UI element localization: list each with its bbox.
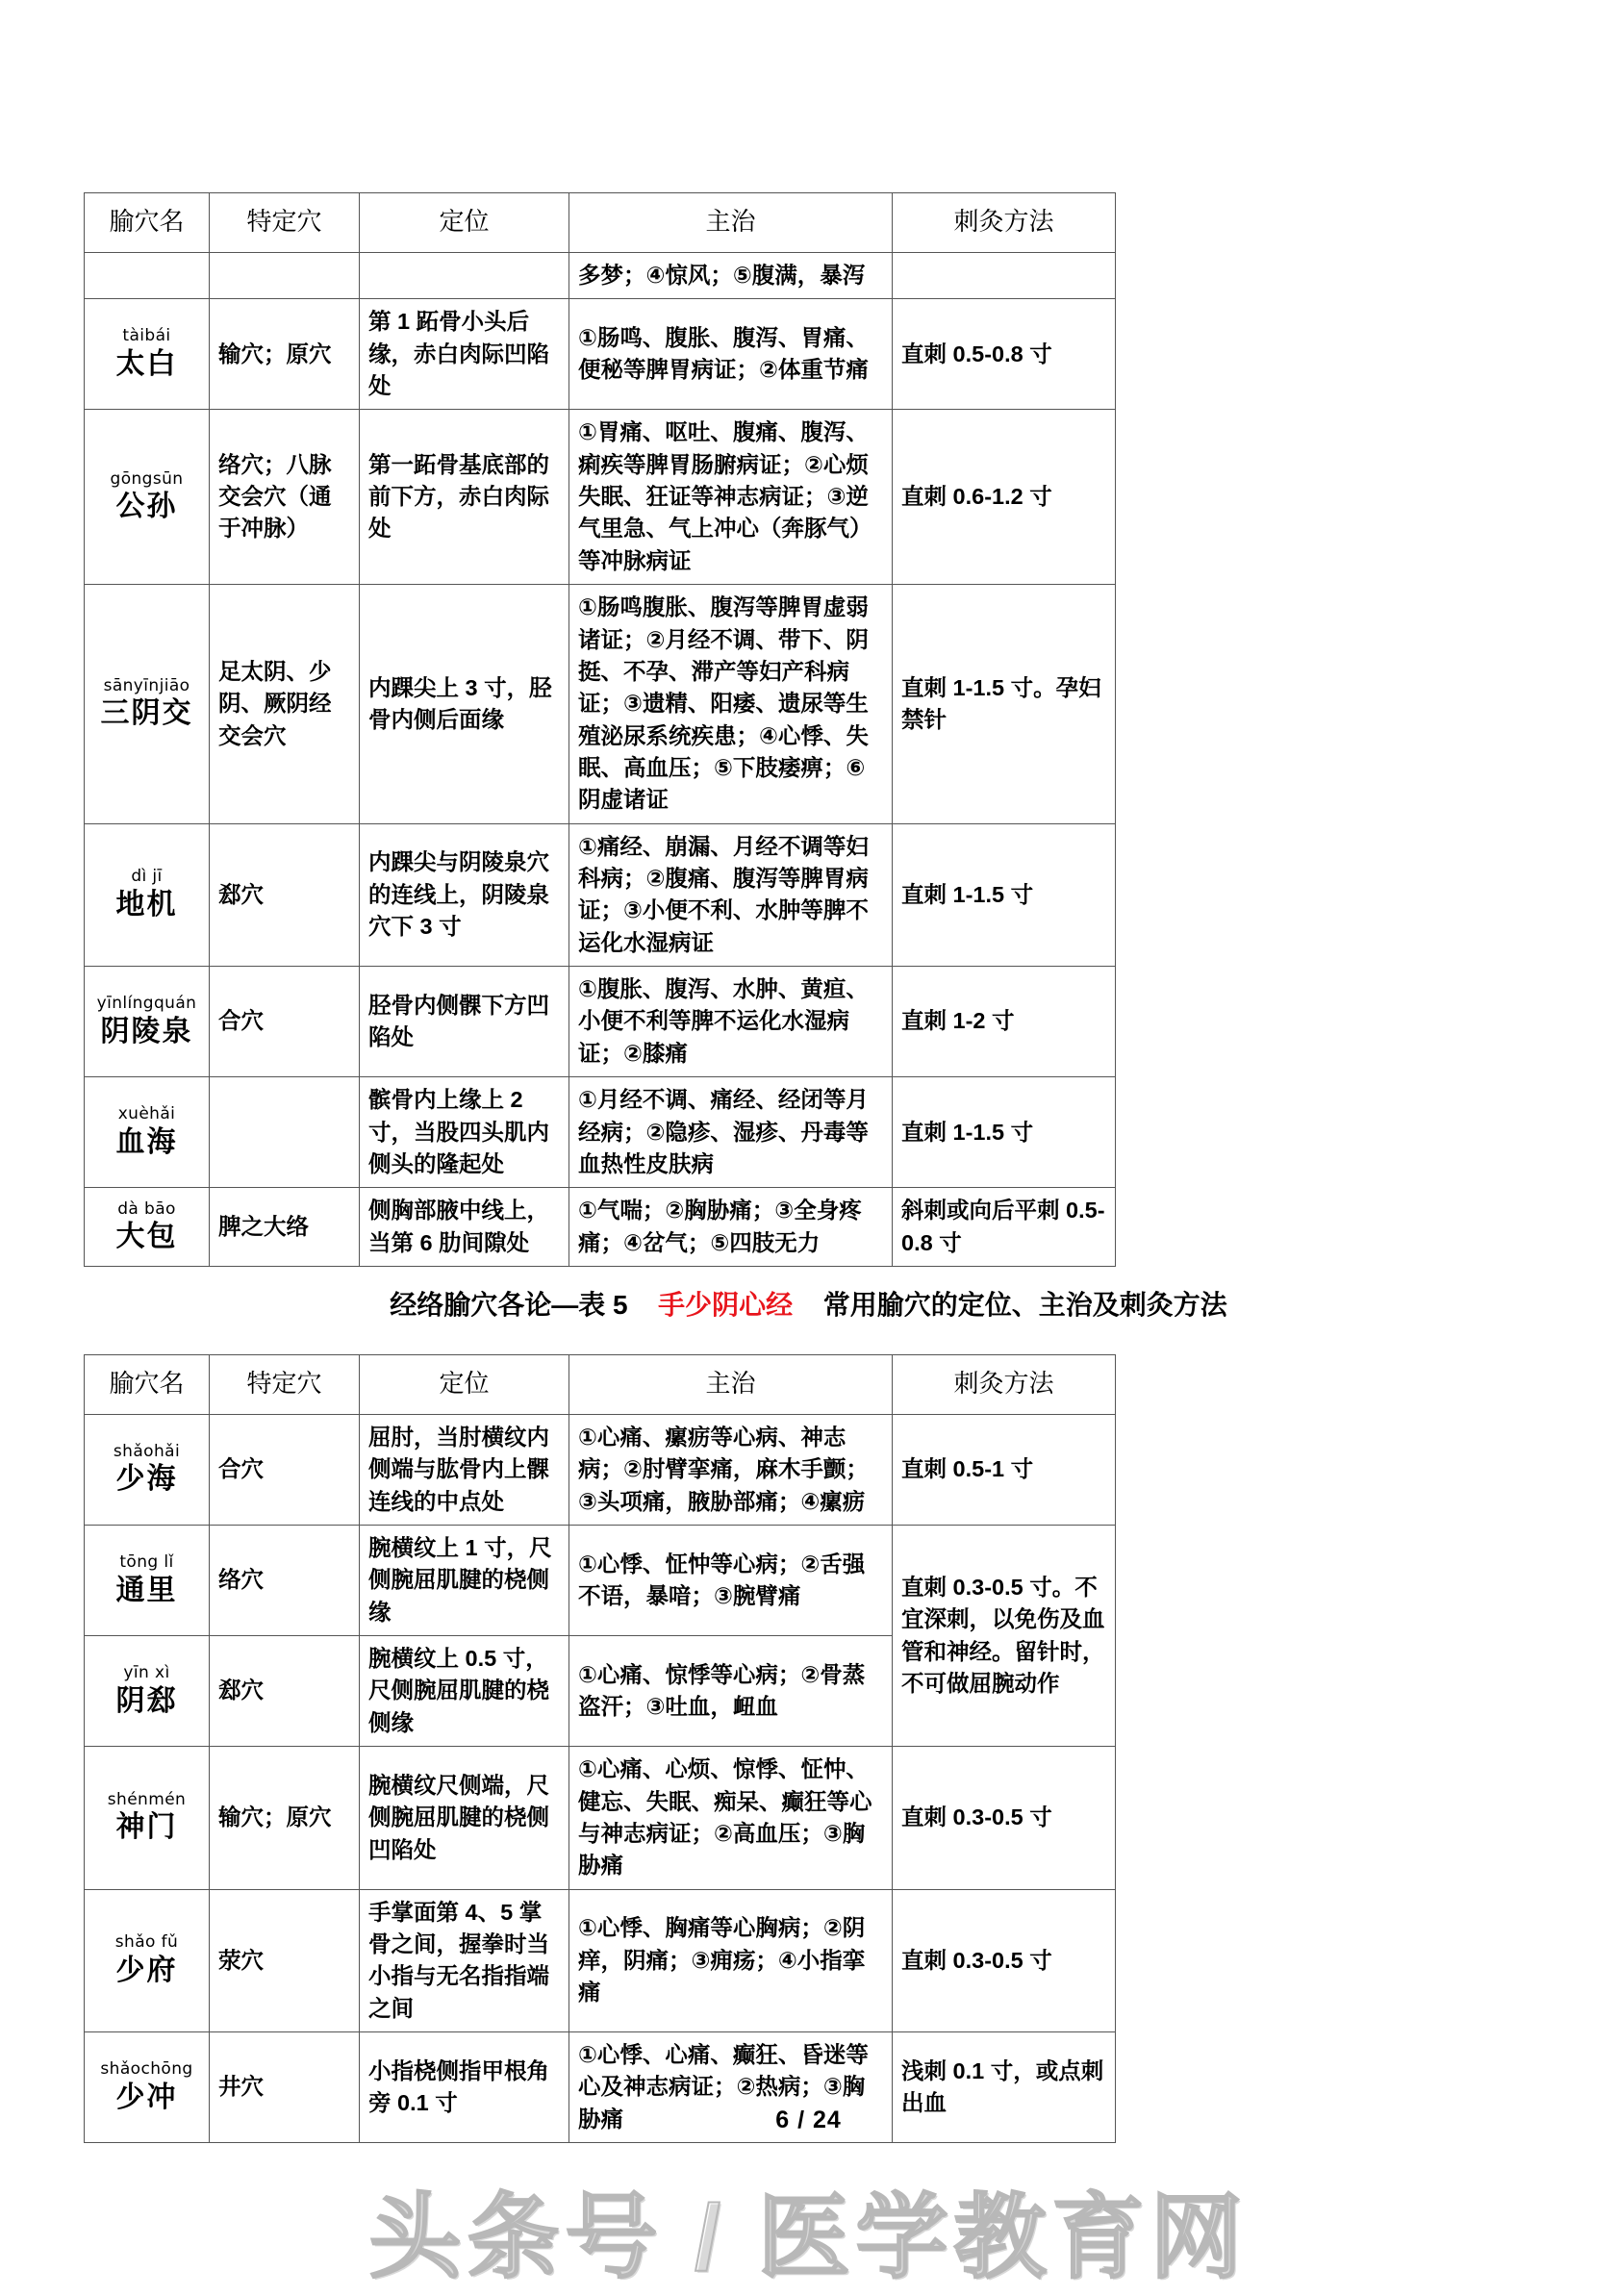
cell-location: 手掌面第 4、5 掌骨之间，握拳时当小指与无名指指端之间 <box>360 1889 569 2031</box>
pinyin-label: tàibái <box>122 326 171 346</box>
hanzi-label: 太白 <box>115 347 178 380</box>
cell-location: 屈肘，当肘横纹内侧端与肱骨内上髁连线的中点处 <box>360 1414 569 1525</box>
hanzi-label: 少府 <box>115 1954 178 1986</box>
hanzi-label: 通里 <box>115 1574 178 1606</box>
cell-indications: ①心痛、瘰疬等心病、神志病；②肘臂挛痛，麻木手颤；③头项痛，腋胁部痛；④瘰疬 <box>569 1414 893 1525</box>
cell-indications: ①痛经、崩漏、月经不调等妇科病；②腹痛、腹泻等脾胃病证；③小便不利、水肿等脾不运化水湿病证 <box>569 823 893 966</box>
pinyin-label: shǎo fǔ <box>114 1932 179 1953</box>
cell-indications: ①胃痛、呕吐、腹痛、腹泻、痢疾等脾胃肠腑病证；②心烦失眠、狂证等神志病证；③逆气里急、气上冲心（奔豚气）等冲脉病证 <box>569 410 893 585</box>
table-row <box>85 252 1116 298</box>
pinyin-label: xuèhǎi <box>117 1104 176 1124</box>
cell-point-name <box>85 299 210 410</box>
cell-location: 腕横纹上 1 寸，尺侧腕屈肌腱的桡侧缘 <box>360 1525 569 1635</box>
cell-point-name <box>85 967 210 1077</box>
hanzi-label: 神门 <box>115 1811 178 1844</box>
section-title-prefix: 经络腧穴各论—表 5 <box>390 1290 628 1320</box>
cell-method: 斜刺或向后平刺 0.5-0.8 寸 <box>893 1188 1116 1267</box>
table-row <box>85 967 1116 1077</box>
section-title-meridian: 手少阴心经 <box>658 1290 794 1320</box>
table-row <box>85 1747 1116 1889</box>
cell-location: 第一跖骨基底部的前下方，赤白肉际处 <box>360 410 569 585</box>
cell-indications: ①心悸、怔忡等心病；②舌强不语，暴喑；③腕臂痛 <box>569 1525 893 1635</box>
pinyin-label: sānyīnjiāo <box>103 675 190 695</box>
cell-indications: ①肠鸣腹胀、腹泻等脾胃虚弱诸证；②月经不调、带下、阴挺、不孕、滞产等妇产科病证；③遗精、阳痿、遗尿等生殖泌尿系统疾患；④心悸、失眠、高血压；⑤下肢痿痹；⑥阴虚诸证 <box>569 585 893 824</box>
page-number: 6 / 24 <box>775 2107 842 2133</box>
cell-indications: 多梦；④惊风；⑤腹满，暴泻 <box>569 252 893 298</box>
cell-specific-point <box>210 1077 360 1188</box>
section-title <box>0 1284 1617 1323</box>
cell-point-name <box>85 1414 210 1525</box>
pinyin-label: yīnlíngquán <box>96 994 197 1014</box>
cell-specific-point: 脾之大络 <box>210 1188 360 1267</box>
watermark: 头条号 / 医学教育网 <box>368 2186 1249 2289</box>
cell-location: 胫骨内侧髁下方凹陷处 <box>360 967 569 1077</box>
cell-location: 腕横纹上 0.5 寸，尺侧腕屈肌腱的桡侧缘 <box>360 1636 569 1747</box>
cell-location: 髌骨内上缘上 2 寸，当股四头肌内侧头的隆起处 <box>360 1077 569 1188</box>
spleen-meridian-table <box>84 192 1116 1267</box>
table-row <box>85 585 1116 824</box>
cell-indications: ①心痛、惊悸等心病；②骨蒸盗汗；③吐血，衄血 <box>569 1636 893 1747</box>
pinyin-label: shǎochōng <box>100 2059 193 2080</box>
cell-location <box>360 252 569 298</box>
cell-point-name <box>85 823 210 966</box>
pinyin-label: tōng lǐ <box>119 1552 174 1572</box>
cell-point-name <box>85 1636 210 1747</box>
column-header-name: 腧穴名 <box>85 1355 210 1415</box>
table-row <box>85 1077 1116 1188</box>
cell-indications: ①心痛、心烦、惊悸、怔忡、健忘、失眠、痴呆、癫狂等心与神志病证；②高血压；③胸胁痛 <box>569 1747 893 1889</box>
pinyin-label: shǎohǎi <box>113 1441 181 1461</box>
cell-specific-point: 合穴 <box>210 967 360 1077</box>
column-header-method: 刺灸方法 <box>893 193 1116 253</box>
table-row <box>85 1414 1116 1525</box>
cell-location: 腕横纹尺侧端，尺侧腕屈肌腱的桡侧凹陷处 <box>360 1747 569 1889</box>
cell-indications: ①月经不调、痛经、经闭等月经病；②隐疹、湿疹、丹毒等血热性皮肤病 <box>569 1077 893 1188</box>
pinyin-label: yīn xì <box>123 1663 170 1683</box>
cell-point-name <box>85 410 210 585</box>
column-header-specific: 特定穴 <box>210 193 360 253</box>
hanzi-label: 公孙 <box>115 491 178 523</box>
cell-point-name <box>85 1188 210 1267</box>
cell-method: 浅刺 0.1 寸，或点刺出血 <box>893 2032 1116 2143</box>
cell-method: 直刺 0.3-0.5 寸 <box>893 1889 1116 2031</box>
cell-point-name <box>85 1077 210 1188</box>
cell-location: 内踝尖与阴陵泉穴的连线上，阴陵泉穴下 3 寸 <box>360 823 569 966</box>
cell-specific-point: 络穴 <box>210 1525 360 1635</box>
cell-location: 内踝尖上 3 寸，胫骨内侧后面缘 <box>360 585 569 824</box>
table-row <box>85 410 1116 585</box>
cell-point-name <box>85 1889 210 2031</box>
cell-specific-point: 荥穴 <box>210 1889 360 2031</box>
pinyin-label: gōngsūn <box>110 468 184 489</box>
cell-specific-point: 输穴；原穴 <box>210 299 360 410</box>
column-header-location: 定位 <box>360 193 569 253</box>
column-header-method: 刺灸方法 <box>893 1355 1116 1415</box>
heart-meridian-table <box>84 1354 1116 2143</box>
pinyin-label: dì jī <box>131 867 163 887</box>
cell-method: 直刺 1-1.5 寸。孕妇禁针 <box>893 585 1116 824</box>
hanzi-label: 阴郄 <box>115 1684 178 1717</box>
column-header-location: 定位 <box>360 1355 569 1415</box>
cell-point-name <box>85 585 210 824</box>
cell-method: 直刺 1-2 寸 <box>893 967 1116 1077</box>
pinyin-label: dà bāo <box>117 1198 176 1219</box>
cell-method <box>893 252 1116 298</box>
table-row <box>85 1188 1116 1267</box>
cell-specific-point <box>210 252 360 298</box>
hanzi-label: 大包 <box>115 1221 178 1253</box>
cell-location: 小指桡侧指甲根角旁 0.1 寸 <box>360 2032 569 2143</box>
section-title-suffix: 常用腧穴的定位、主治及刺灸方法 <box>822 1290 1227 1320</box>
cell-point-name <box>85 1525 210 1635</box>
hanzi-label: 地机 <box>115 888 178 921</box>
hanzi-label: 少冲 <box>115 2081 178 2113</box>
hanzi-label: 阴陵泉 <box>100 1015 193 1047</box>
cell-specific-point: 井穴 <box>210 2032 360 2143</box>
cell-specific-point: 足太阴、少阴、厥阴经交会穴 <box>210 585 360 824</box>
column-header-specific: 特定穴 <box>210 1355 360 1415</box>
table-2-wrapper <box>84 1354 1116 2143</box>
column-header-indications: 主治 <box>569 193 893 253</box>
cell-method: 直刺 0.5-0.8 寸 <box>893 299 1116 410</box>
cell-specific-point: 郄穴 <box>210 1636 360 1747</box>
column-header-indications: 主治 <box>569 1355 893 1415</box>
table-header-row <box>85 193 1116 253</box>
table-row <box>85 1889 1116 2031</box>
cell-indications: ①心悸、心痛、癫狂、昏迷等心及神志病证；②热病；③胸胁痛 <box>569 2032 893 2143</box>
cell-point-name <box>85 1747 210 1889</box>
cell-indications: ①气喘；②胸胁痛；③全身疼痛；④岔气；⑤四肢无力 <box>569 1188 893 1267</box>
cell-point-name <box>85 252 210 298</box>
cell-method: 直刺 0.3-0.5 寸。不宜深刺，以免伤及血管和神经。留针时，不可做屈腕动作 <box>893 1525 1116 1746</box>
cell-indications: ①心悸、胸痛等心胸病；②阴痒，阴痛；③痈疡；④小指挛痛 <box>569 1889 893 2031</box>
cell-indications: ①肠鸣、腹胀、腹泻、胃痛、便秘等脾胃病证；②体重节痛 <box>569 299 893 410</box>
cell-location: 第 1 跖骨小头后缘，赤白肉际凹陷处 <box>360 299 569 410</box>
cell-method: 直刺 0.3-0.5 寸 <box>893 1747 1116 1889</box>
cell-method: 直刺 1-1.5 寸 <box>893 823 1116 966</box>
hanzi-label: 血海 <box>115 1125 178 1158</box>
cell-specific-point: 输穴；原穴 <box>210 1747 360 1889</box>
cell-indications: ①腹胀、腹泻、水肿、黄疸、小便不利等脾不运化水湿病证；②膝痛 <box>569 967 893 1077</box>
hanzi-label: 少海 <box>115 1463 178 1496</box>
table-row <box>85 823 1116 966</box>
cell-specific-point: 郄穴 <box>210 823 360 966</box>
cell-method: 直刺 0.6-1.2 寸 <box>893 410 1116 585</box>
pinyin-label: shénmén <box>107 1789 187 1809</box>
column-header-name: 腧穴名 <box>85 193 210 253</box>
cell-method: 直刺 0.5-1 寸 <box>893 1414 1116 1525</box>
table-header-row <box>85 1355 1116 1415</box>
cell-location: 侧胸部腋中线上，当第 6 肋间隙处 <box>360 1188 569 1267</box>
table-1-wrapper <box>84 192 1116 1267</box>
cell-specific-point: 络穴；八脉交会穴（通于冲脉） <box>210 410 360 585</box>
table-row <box>85 1525 1116 1635</box>
table-row <box>85 299 1116 410</box>
cell-method: 直刺 1-1.5 寸 <box>893 1077 1116 1188</box>
cell-specific-point: 合穴 <box>210 1414 360 1525</box>
hanzi-label: 三阴交 <box>100 697 193 730</box>
